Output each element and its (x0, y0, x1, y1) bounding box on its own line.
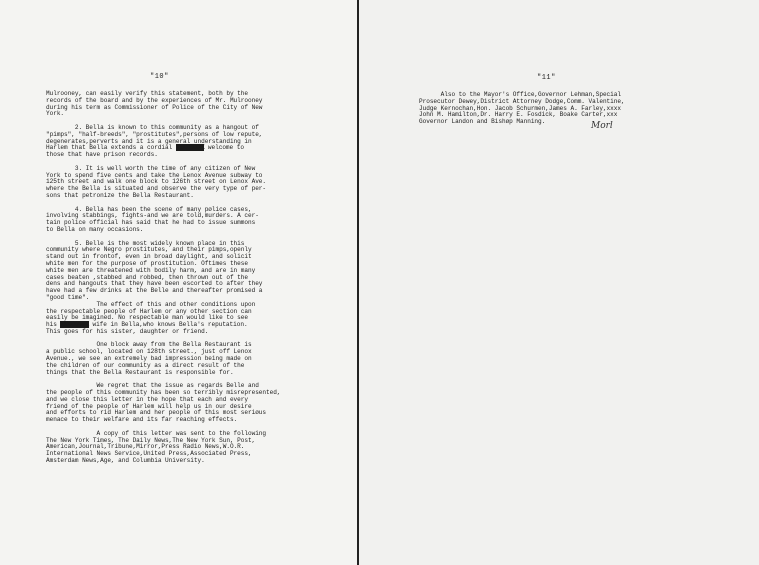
right-page (359, 0, 759, 565)
text-line: tain police official has said that he had to issue summons (46, 219, 256, 227)
text-line: and efforts to rid Harlem and her people of this most seriøus (46, 409, 267, 417)
handwritten-signature: Morl (591, 121, 613, 131)
text-line: menace to their welfare and its far reaching effects. (46, 416, 238, 424)
text-line: The New York Times, The Daily News,The New York Sun, Post, (46, 436, 256, 444)
text-line: the respectable people of Harlem or any other section can (46, 307, 252, 315)
text-line: cases beaten ,stabbed and robbed, then thrown out of the (46, 273, 248, 281)
text-line: "pimps", "half-breeds", "prostitutes",persons of low repute, (46, 130, 263, 138)
left-page (0, 0, 358, 565)
text-line: the children of our community as a direct result of the (46, 361, 245, 369)
text-line: easily be imagined. No respectable man would like to see (46, 314, 248, 322)
paragraph (46, 166, 280, 200)
text-line: sons that petronize the Bella Restaurant. (46, 191, 194, 199)
text-line: American,Journal,Tribune,Mirror,Press Radio News,W.O.R. (46, 443, 245, 451)
text-line: Also to the Mayor's Office,Governor Lehman,Special (419, 91, 621, 98)
redaction-mark: XXXXXXXXX (175, 144, 205, 152)
text-line: the people of this community has been so terribly misrepresented, (46, 389, 281, 397)
text-line: "good time". (46, 293, 90, 301)
text-line: Avenue., we see an extremely bad impression being made on (46, 355, 252, 363)
paragraph (46, 431, 280, 465)
text-line: York to spend five cents and take the Lenox Avenue subway to (46, 171, 263, 179)
redaction-mark: XXXXXXXXX (60, 321, 89, 329)
text-line: 5. Belle is the most widely known place in this (46, 239, 245, 247)
text-line: The effect of this and other conditions upon (46, 300, 256, 308)
text-line: Amsterdam News,Age, and Columbia University. (46, 457, 205, 465)
text-line: records of the board and by the experiences of Mr. Mulrooney (46, 96, 263, 104)
page-number-right: "11" (537, 74, 556, 82)
text-line: Judge Kernochan,Hon. Jacob Schurmen,James A. Farley,xxxx (419, 104, 621, 112)
text-line: dens and hangouts that they have been escorted to after they (46, 280, 263, 288)
paragraph (46, 342, 280, 376)
text-line: friend of the people of Harlem will help us in our desire (46, 402, 252, 410)
paragraph (46, 207, 280, 234)
text-line: those that have prison records. (46, 151, 158, 159)
text-line: 3. It is well worth the time of any citizen of New (46, 164, 256, 172)
text-line: to Bella on many occasions. (46, 225, 144, 233)
text-line: A copy of this letter was sent to the following (46, 429, 267, 437)
paragraph (46, 383, 280, 424)
text-line: stand out in frontof, even in broad daylight, and solicit (46, 253, 252, 261)
text-line: degenerates,perverts and it is a general understanding in (46, 137, 252, 145)
text-line: things that the Bella Restaurant is responsible for. (46, 368, 234, 376)
text-line: 4. Bella has been the scene of many pølice cases, (46, 205, 252, 213)
text-line: his XXXXXXXXX wife in Bella,who knows Bella's reputation. (46, 321, 248, 329)
text-line: have had a few drinks at the Belle and thereafter promised a (46, 287, 263, 295)
text-line: This goes for his sister, daughter or friend. (46, 327, 209, 335)
text-line: Prosecutor Dewey,District Attorney Dodge,Comm. Valentine, (419, 97, 625, 105)
text-line: a public school, located on 128th street., just off Lenox (46, 348, 252, 356)
paragraph (46, 91, 280, 118)
text-line: 125th street and walk one block to 126th street on Lenox Ave. (46, 178, 267, 186)
page-number-left: "10" (150, 73, 169, 81)
text-line: York. (46, 110, 65, 118)
text-line: community where Negro prostitutes, and their pimps,openly (46, 246, 252, 254)
text-line: John M. Hamilton,Dr. Harry E. Fosdick, Boake Carter,xxx (419, 111, 618, 119)
paragraph (46, 241, 280, 336)
text-line: and we close this letter in the hope that each and every (46, 395, 248, 403)
text-line: International News Service,United Press,Associated Press, (46, 450, 252, 458)
left-page-body (46, 91, 280, 472)
text-line: where the Bella is situated and observe the very type of per- (46, 185, 267, 193)
text-line: Governor Landon and Bishøp Manning. (419, 118, 546, 126)
text-line: Harlem that Bella extends a cordial XXXXXXXXX welcome to (46, 144, 244, 152)
text-line: One block away from the Bella Restaurant is (46, 341, 252, 349)
text-line: white men for the purpose of prostitution. Oftimes these (46, 259, 248, 267)
paragraph (46, 125, 280, 159)
text-line: Mulrooney, can easily verify this statement, both by the (46, 90, 248, 97)
text-line: white men are threatened with bodily harm, and are in many (46, 266, 256, 274)
text-line: involving stabbings, fights-and we are told,murders. A cer- (46, 212, 259, 220)
text-line: We regret that the issue as regards Belle and (46, 382, 259, 390)
text-line: during his term as Commissioner of Police of the City of New (46, 103, 263, 111)
text-line: 2. Bella is known to this community as a hangout of (46, 123, 259, 131)
